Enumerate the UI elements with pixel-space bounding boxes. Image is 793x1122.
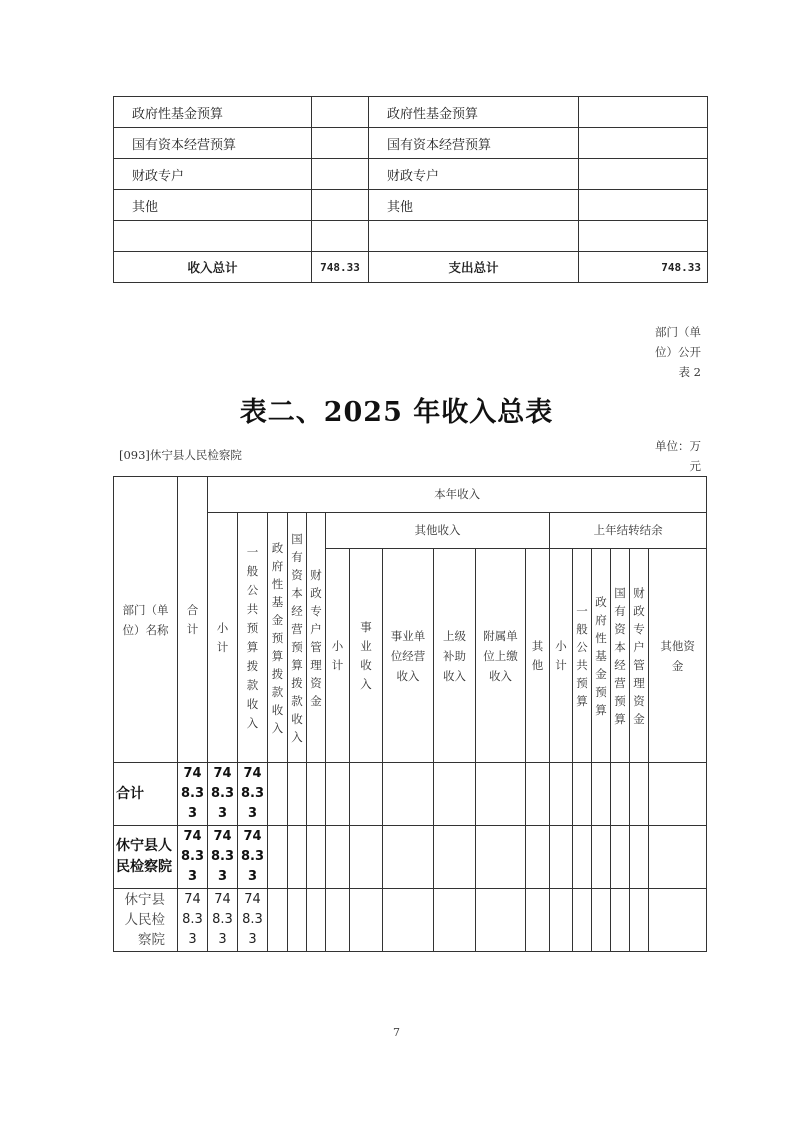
summary-row [114,221,708,252]
form-note [655,322,701,382]
row-total: 748.33 [178,889,208,952]
form-note-line: 位）公开 [655,345,701,359]
table-row [114,826,707,889]
header-last-year-carryover: 上年结转结余 [550,513,707,549]
header-row-1 [114,477,707,513]
row-subtotal: 748.33 [208,763,238,826]
income-item-label: 国有资本经营预算 [114,128,312,159]
form-note-line: 表 2 [678,365,701,379]
expense-total-value: 748.33 [579,252,708,283]
expense-item-label [369,221,579,252]
summary-row [114,128,708,159]
header-affiliated-payment: 附属单位上缴收入 [476,549,526,763]
header-carry-state-capital: 国有资本经营预算 [611,549,630,763]
income-item-value [312,221,369,252]
income-item-label [114,221,312,252]
budget-summary-table [113,96,708,283]
expense-item-value [579,190,708,221]
income-summary-table [113,476,707,952]
summary-row [114,190,708,221]
header-other: 其他 [526,549,550,763]
header-state-capital: 国有资本经营预算拨款收入 [288,513,307,763]
header-carry-general: 一般公共预算 [573,549,592,763]
header-carry-other: 其他资金 [649,549,707,763]
unit-note-line: 元 [689,459,701,473]
header-business-operation: 事业单位经营收入 [383,549,434,763]
row-subtotal: 748.33 [208,826,238,889]
header-dept-name: 部门（单位）名称 [114,477,178,763]
header-gov-fund: 政府性基金预算拨款收入 [268,513,288,763]
income-total-label: 收入总计 [114,252,312,283]
row-subtotal: 748.33 [208,889,238,952]
income-item-label: 政府性基金预算 [114,97,312,128]
expense-item-label: 政府性基金预算 [369,97,579,128]
header-current-year-income: 本年收入 [208,477,707,513]
unit-note [655,436,701,476]
header-carry-subtotal: 小计 [550,549,573,763]
table-row [114,763,707,826]
row-name: 合计 [114,763,178,826]
header-general-budget: 一般公共预算拨款收入 [238,513,268,763]
income-item-label: 财政专户 [114,159,312,190]
row-general-budget: 748.33 [238,889,268,952]
header-other-income: 其他收入 [326,513,550,549]
row-name: 休宁县人民检察院 [114,889,178,952]
expense-item-label: 国有资本经营预算 [369,128,579,159]
summary-row [114,159,708,190]
row-name: 休宁县人民检察院 [114,826,178,889]
income-item-value [312,190,369,221]
unit-note-line: 单位：万 [655,439,701,453]
header-other-subtotal: 小计 [326,549,350,763]
expense-item-label: 其他 [369,190,579,221]
row-general-budget: 748.33 [238,826,268,889]
row-total: 748.33 [178,826,208,889]
form-note-line: 部门（单 [655,325,701,339]
income-total-value: 748.33 [312,252,369,283]
header-carry-fiscal-account: 财政专户管理资金 [630,549,649,763]
income-item-label: 其他 [114,190,312,221]
header-carry-gov-fund: 政府性基金预算 [592,549,611,763]
department-label: [093]休宁县人民检察院 [119,448,242,462]
header-superior-subsidy: 上级补助收入 [434,549,476,763]
header-subtotal: 小计 [208,513,238,763]
income-item-value [312,159,369,190]
header-fiscal-account: 财政专户管理资金 [307,513,326,763]
page-number: 7 [393,1026,400,1039]
expense-item-value [579,97,708,128]
header-total: 合计 [178,477,208,763]
row-general-budget: 748.33 [238,763,268,826]
income-item-value [312,128,369,159]
table-row [114,889,707,952]
expense-item-label: 财政专户 [369,159,579,190]
expense-total-label: 支出总计 [369,252,579,283]
page-title: 表二、2025 年收入总表 [239,397,554,428]
header-business-income: 事业收入 [350,549,383,763]
expense-item-value [579,128,708,159]
expense-item-value [579,221,708,252]
income-item-value [312,97,369,128]
row-total: 748.33 [178,763,208,826]
summary-total-row [114,252,708,283]
summary-row [114,97,708,128]
expense-item-value [579,159,708,190]
